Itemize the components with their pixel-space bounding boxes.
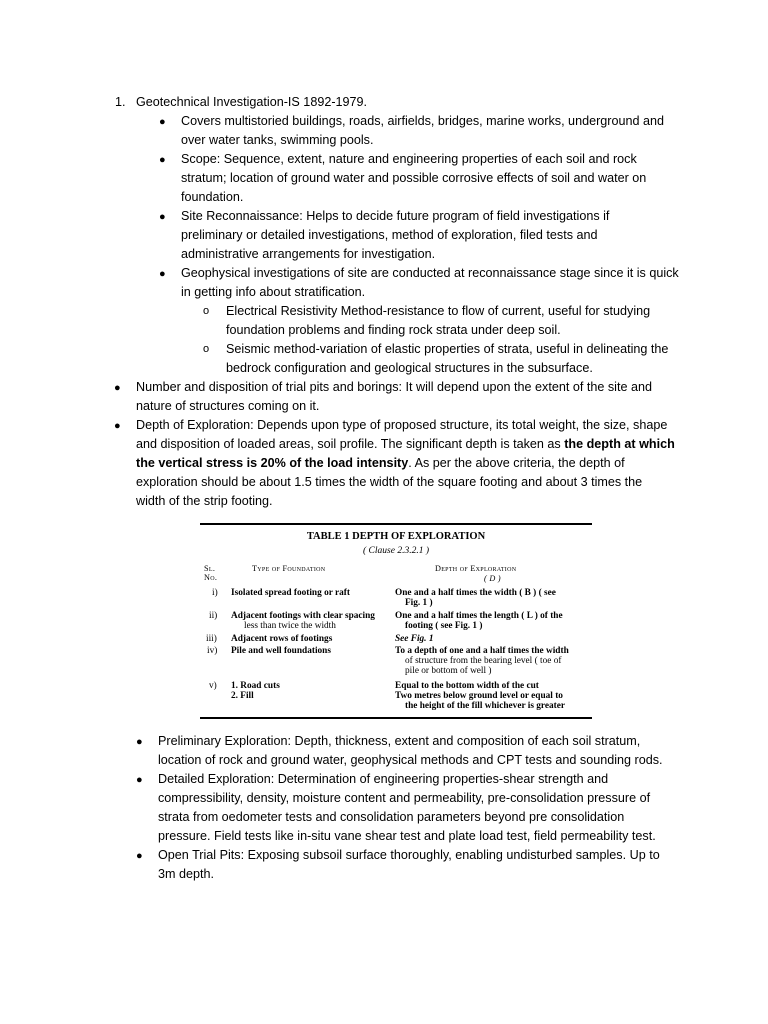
bullet-icon: ●	[136, 774, 143, 786]
table-caption: TABLE 1 DEPTH OF EXPLORATION	[306, 531, 486, 542]
column-header-no: No.	[204, 573, 218, 582]
table-cell-depth: the height of the fill whichever is greater	[405, 701, 565, 711]
table-row-number: i)	[212, 588, 218, 598]
list-item: Electrical Resistivity Method-resistance to flow of current, useful for studying foundation problems and finding rock strata under deep soil.	[226, 304, 651, 337]
circle-bullet-icon: o	[203, 343, 210, 355]
list-item: Depth of Exploration: Depends upon type of proposed structure, its total weight, the size, shape and disposition of loaded areas, soil profile. The significant depth is taken as the depth at which the vertical stress is 20% of the load intensity. As per the above criteria, the depth of exploration should be about 1.5 times the width of the square footing and about 3 times the width of the strip footing.	[136, 418, 675, 508]
table-row-number: v)	[209, 681, 217, 691]
list-item: Covers multistoried buildings, roads, airfields, bridges, marine works, underground and over water tanks, swimming pools.	[181, 114, 664, 147]
column-header-depth-symbol: ( D )	[484, 574, 501, 583]
table-bottom-rule	[200, 717, 592, 719]
table-row-number: iv)	[207, 646, 218, 656]
list-number: 1.	[115, 95, 126, 109]
bullet-icon: ●	[136, 736, 143, 748]
bullet-icon: ●	[114, 382, 121, 394]
table-cell-depth: One and a half times the width ( B ) ( see	[395, 588, 556, 598]
bullet-icon: ●	[159, 268, 166, 280]
table-cell-depth: One and a half times the length ( L ) of the	[395, 611, 563, 621]
table-cell-depth: To a depth of one and a half times the width	[395, 646, 569, 656]
table-row-number: iii)	[206, 634, 217, 644]
list-item: Seismic method-variation of elastic properties of strata, useful in delineating the bedrock configuration and geological structures in the subsurface.	[226, 342, 669, 375]
table-cell-depth: See Fig. 1	[395, 634, 434, 644]
list-item: Number and disposition of trial pits and borings: It will depend upon the extent of the site and nature of structures coming on it.	[136, 380, 652, 413]
table-cell-type: Adjacent footings with clear spacing	[231, 611, 375, 621]
list-item: Detailed Exploration: Determination of engineering properties-shear strength and compressibility, density, moisture content and permeability, pre-consolidation pressure of strata from oedometer tests and consolidation parameters beyond pre consolidation pressure. Field tests like in-situ vane shear test and plate load test, field permeability test.	[158, 772, 656, 843]
list-item: Preliminary Exploration: Depth, thickness, extent and composition of each soil stratum, location of rock and ground water, geophysical methods and CPT tests and sounding rods.	[158, 734, 663, 767]
table-cell-type: Pile and well foundations	[231, 646, 331, 656]
list-item: Open Trial Pits: Exposing subsoil surface thoroughly, enabling undisturbed samples. Up to 3m depth.	[158, 848, 660, 881]
table-cell-depth: of structure from the bearing level ( toe of	[405, 656, 562, 666]
table-top-rule	[200, 523, 592, 525]
bullet-icon: ●	[159, 116, 166, 128]
list-item: Geophysical investigations of site are conducted at reconnaissance stage since it is quick in getting info about stratification.	[181, 266, 679, 299]
table-clause: ( Clause 2.3.2.1 )	[363, 546, 429, 556]
column-header-type: Type of Foundation	[252, 564, 326, 573]
table-cell-type: Isolated spread footing or raft	[231, 588, 350, 598]
section-heading: Geotechnical Investigation-IS 1892-1979.	[136, 95, 368, 109]
column-header-depth: Depth of Exploration	[435, 564, 517, 573]
bullet-icon: ●	[159, 211, 166, 223]
depth-of-exploration-table	[200, 523, 592, 721]
bullet-icon: ●	[114, 420, 121, 432]
table-cell-type: 2. Fill	[231, 691, 254, 701]
table-cell-depth: pile or bottom of well )	[405, 666, 492, 676]
list-item: Site Reconnaissance: Helps to decide future program of field investigations if preliminary or detailed investigations, method of exploration, filed tests and administrative arrangements for investigation.	[181, 209, 610, 261]
bullet-icon: ●	[136, 850, 143, 862]
table-cell-depth: Equal to the bottom width of the cut	[395, 681, 539, 691]
table-cell-depth: Two metres below ground level or equal to	[395, 691, 563, 701]
table-cell-type: 1. Road cuts	[231, 681, 280, 691]
bullet-icon: ●	[159, 154, 166, 166]
list-item: Scope: Sequence, extent, nature and engineering properties of each soil and rock stratum; location of ground water and possible corrosive effects of soil and water on foundation.	[181, 152, 647, 204]
circle-bullet-icon: o	[203, 305, 210, 317]
table-cell-type: less than twice the width	[244, 621, 336, 631]
column-header-sl: Sl.	[204, 564, 216, 573]
table-cell-depth: Fig. 1 )	[405, 598, 433, 608]
table-row-number: ii)	[209, 611, 218, 621]
table-cell-type: Adjacent rows of footings	[231, 634, 333, 644]
table-cell-depth: footing ( see Fig. 1 )	[405, 621, 483, 631]
